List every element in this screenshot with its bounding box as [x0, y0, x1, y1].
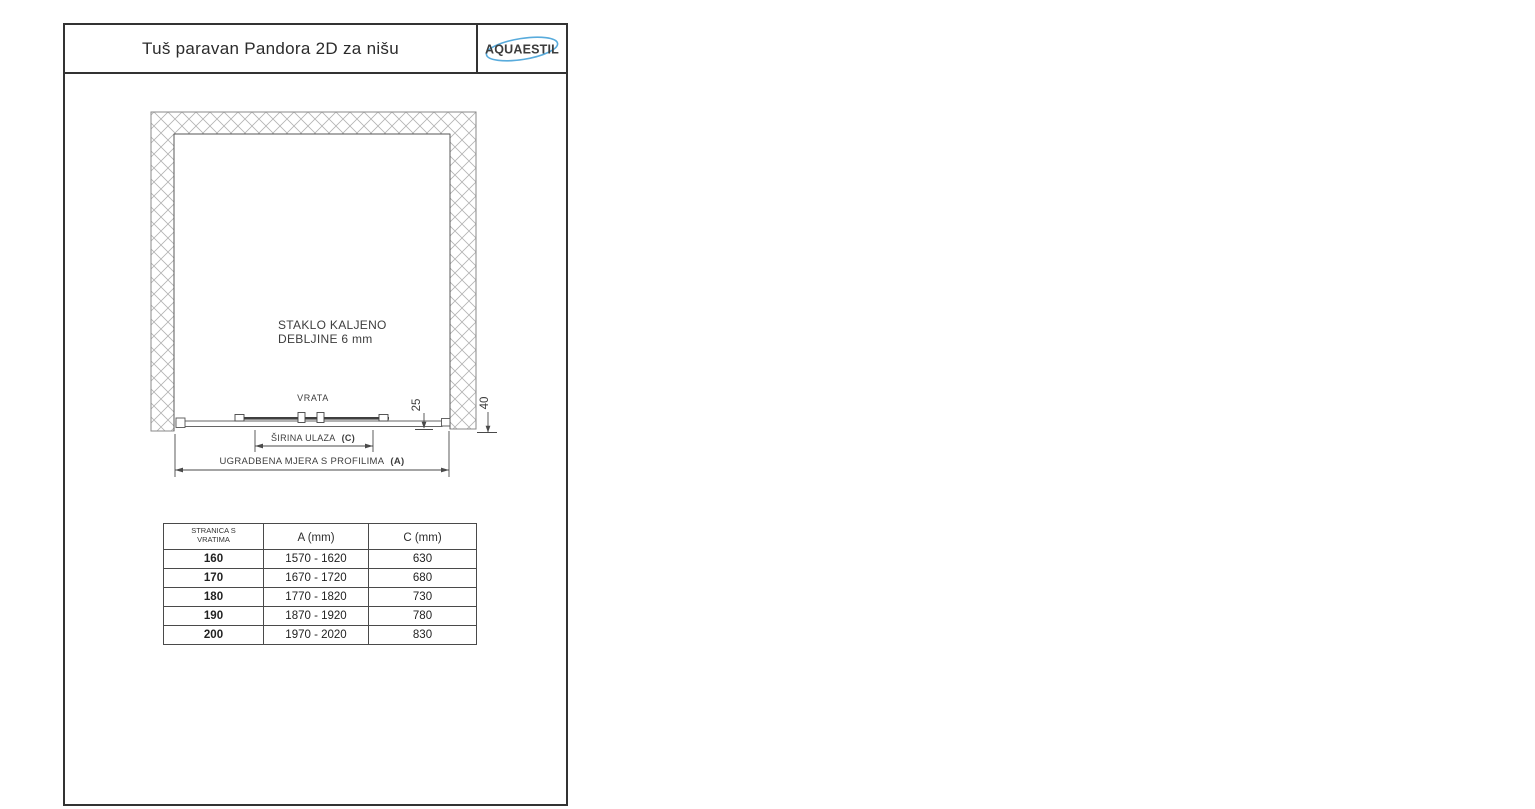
cell-a: 1970 - 2020 — [264, 626, 369, 645]
technical-drawing — [140, 90, 510, 490]
rail-right-cap — [442, 419, 451, 427]
logo-box — [476, 25, 566, 72]
cell-size: 160 — [164, 550, 264, 569]
cell-a: 1670 - 1720 — [264, 569, 369, 588]
page-title: Tuš paravan Pandora 2D za nišu — [142, 38, 399, 58]
table-row — [164, 607, 477, 626]
cell-size: 190 — [164, 607, 264, 626]
logo-text: AQUAESTIL — [484, 42, 560, 56]
cell-c: 730 — [369, 588, 477, 607]
dim-entry-width — [255, 430, 373, 452]
dim-entry-width-label — [271, 433, 355, 443]
table-row — [164, 550, 477, 569]
title-cell — [65, 25, 476, 72]
rail-left-cap — [176, 418, 185, 428]
cell-c: 630 — [369, 550, 477, 569]
header-a: A (mm) — [264, 524, 369, 550]
header-c: C (mm) — [369, 524, 477, 550]
door-roller-right — [317, 413, 324, 423]
aquaestil-logo — [481, 28, 563, 70]
cell-c: 680 — [369, 569, 477, 588]
dim-wall-profile-value: 40 — [479, 396, 491, 410]
dim-entry-width-text: ŠIRINA ULAZA — [270, 433, 336, 443]
door-roller-left — [298, 413, 305, 423]
dim-entry-width-suffix: (C) — [341, 433, 356, 443]
cell-c: 830 — [369, 626, 477, 645]
dim-install-width-suffix: (A) — [390, 456, 405, 467]
glass-note-line1: STAKLO KALJENO — [278, 318, 387, 332]
header-size: STRANICA S VRATIMA — [164, 524, 264, 550]
table-row — [164, 569, 477, 588]
title-bar — [65, 25, 566, 74]
cell-size: 170 — [164, 569, 264, 588]
cell-a: 1570 - 1620 — [264, 550, 369, 569]
glass-note — [278, 318, 387, 346]
dim-wall-profile — [477, 397, 497, 433]
glass-note-line2: DEBLJINE 6 mm — [278, 332, 373, 346]
cell-c: 780 — [369, 607, 477, 626]
cell-size: 180 — [164, 588, 264, 607]
cell-a: 1770 - 1820 — [264, 588, 369, 607]
dim-install-width-label — [220, 456, 405, 467]
table-header-row — [164, 524, 477, 550]
cell-a: 1870 - 1920 — [264, 607, 369, 626]
table-row — [164, 626, 477, 645]
spec-table — [163, 523, 477, 645]
cell-size: 200 — [164, 626, 264, 645]
niche-inner-edge — [174, 134, 450, 431]
door-label: VRATA — [297, 393, 329, 403]
door-clamp-right — [379, 415, 388, 422]
table-row — [164, 588, 477, 607]
wall-hatch — [151, 112, 476, 431]
dim-door-offset-value: 25 — [411, 398, 423, 412]
door-clamp-left — [235, 415, 244, 422]
dim-install-width-text: UGRADBENA MJERA S PROFILIMA — [219, 456, 385, 467]
